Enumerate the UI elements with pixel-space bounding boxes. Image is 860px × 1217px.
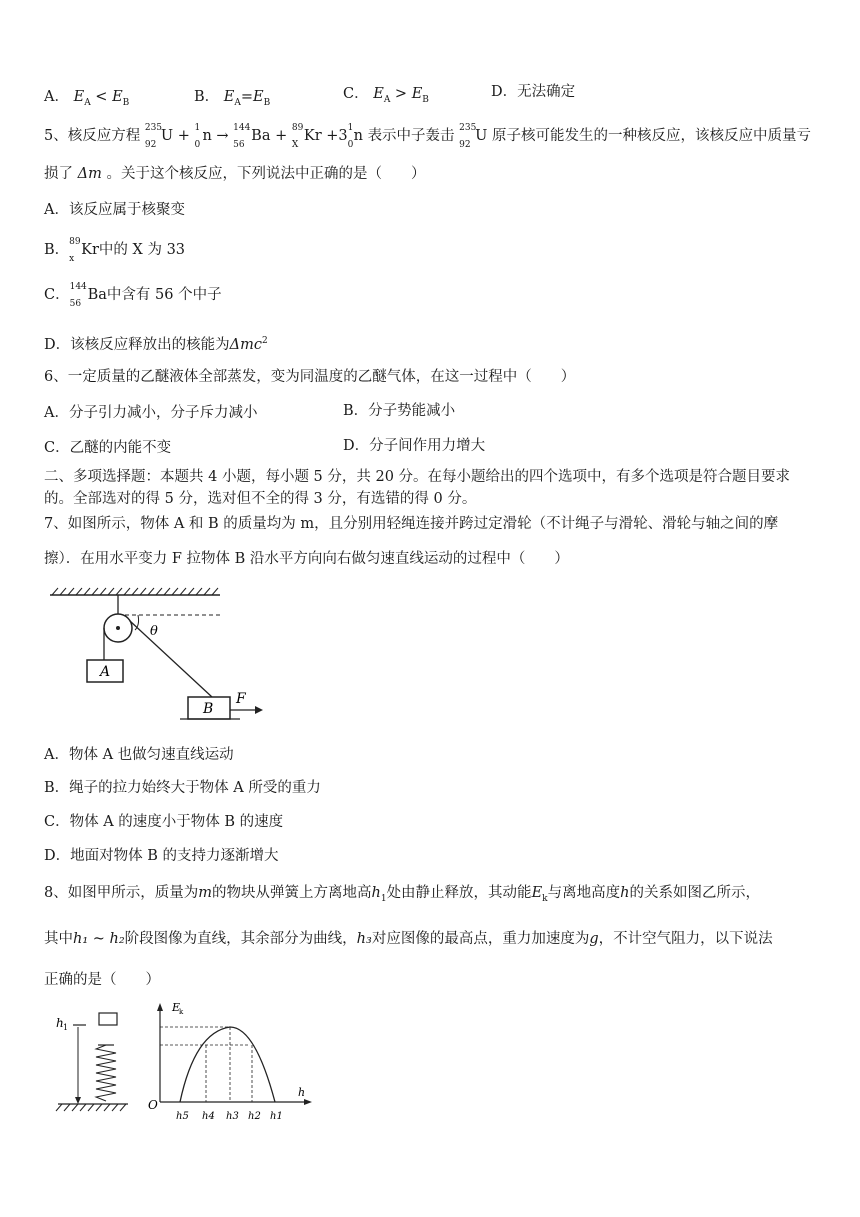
stem-text: 。关于这个核反应，下列说法中正确的是（ ） bbox=[106, 166, 426, 182]
ek-axis-label: E bbox=[172, 1001, 181, 1014]
math-var: E bbox=[253, 89, 264, 105]
stem-text: 其中 bbox=[44, 931, 73, 947]
q8-stem-line3: 正确的是（ ） bbox=[44, 972, 160, 988]
h1-sub: 1 bbox=[63, 1023, 69, 1032]
spring-coil bbox=[96, 1045, 116, 1101]
q7-option-a[interactable]: A．物体 A 也做匀速直线运动 bbox=[44, 747, 234, 763]
q7-pulley-figure bbox=[40, 585, 270, 730]
q4-option-d[interactable] bbox=[491, 82, 575, 102]
q7-stem-line2: 擦）．在用水平变力 F 拉物体 B 沿水平方向向右做匀速直线运动的过程中（ ） bbox=[44, 551, 569, 567]
q5-option-a[interactable]: A．该反应属于核聚变 bbox=[44, 202, 185, 218]
q7-option-d[interactable]: D．地面对物体 B 的支持力逐渐增大 bbox=[44, 848, 279, 864]
q8-spring-figure bbox=[48, 1005, 138, 1125]
floor-hatching bbox=[56, 1104, 126, 1111]
q7-option-c[interactable]: C．物体 A 的速度小于物体 B 的速度 bbox=[44, 814, 284, 830]
math-exp: 2 bbox=[261, 336, 268, 346]
option-text: 无法确定 bbox=[517, 84, 576, 100]
tick-h1: h1 bbox=[270, 1111, 283, 1122]
math-var: Δm bbox=[77, 166, 102, 182]
h-axis-label: h bbox=[298, 1086, 306, 1099]
tick-h5: h5 bbox=[176, 1111, 189, 1122]
section2-header-line2: 的。全部选对的得 5 分，选对但不全的得 3 分，有选错的得 0 分。 bbox=[44, 491, 477, 507]
nuclide-kr: 89 x Kr bbox=[69, 237, 99, 264]
q4-option-b[interactable] bbox=[194, 87, 270, 113]
nuclide-u235: 235 92 U bbox=[144, 123, 174, 150]
falling-block bbox=[99, 1013, 117, 1025]
nuclide-ba144: 144 56 Ba bbox=[233, 123, 271, 150]
math-var: E bbox=[73, 89, 85, 105]
option-label: C． bbox=[44, 287, 70, 303]
stem-text: 对应图像的最高点，重力加速度为 bbox=[371, 931, 590, 947]
math-var: E bbox=[112, 89, 123, 105]
ek-axis-sub: k bbox=[179, 1008, 184, 1016]
block-a-label: A bbox=[100, 664, 111, 680]
option-text: 中含有 56 个中子 bbox=[106, 287, 222, 303]
q7-stem-line1: 7、如图所示，物体 A 和 B 的质量均为 m，且分别用轻绳连接并跨过定滑轮（不计绳子与滑轮、滑轮与轴之间的摩 bbox=[44, 516, 779, 532]
x-axis-arrowhead bbox=[304, 1099, 312, 1105]
option-label: B． bbox=[194, 89, 220, 105]
option-label: B． bbox=[44, 242, 70, 258]
stem-text: 原子核可能发生的一种核反应，该核反应中质量亏 bbox=[492, 128, 812, 144]
h-tick-labels bbox=[176, 1111, 283, 1122]
tick-h2: h2 bbox=[248, 1111, 261, 1122]
math-op: + bbox=[275, 128, 288, 144]
q4-option-c[interactable] bbox=[343, 84, 429, 110]
force-arrowhead bbox=[255, 706, 263, 714]
nuclide-u235-2: 235 92 U bbox=[459, 123, 488, 150]
math-op: +3 bbox=[326, 128, 348, 144]
q8-stem-line2 bbox=[44, 929, 773, 949]
pulley-hub bbox=[116, 626, 120, 630]
math-var: g bbox=[589, 931, 599, 947]
math-sub: A bbox=[383, 94, 391, 105]
math-sub: B bbox=[422, 94, 429, 105]
q6-stem: 6、一定质量的乙醚液体全部蒸发，变为同温度的乙醚气体，在这一过程中（ ） bbox=[44, 369, 576, 385]
q6-option-c[interactable]: C．乙醚的内能不变 bbox=[44, 440, 172, 456]
option-label: C． bbox=[343, 86, 369, 102]
q5-stem-line1 bbox=[44, 123, 812, 150]
option-label: D． bbox=[491, 84, 518, 100]
q6-option-d[interactable]: D．分子间作用力增大 bbox=[343, 438, 486, 454]
q7-option-b[interactable]: B．绳子的拉力始终大于物体 A 所受的重力 bbox=[44, 780, 321, 796]
math-var: h₃ bbox=[356, 931, 372, 947]
math-var: E bbox=[411, 86, 423, 102]
math-op: < bbox=[95, 89, 108, 105]
theta-label: θ bbox=[150, 624, 158, 639]
option-text: 中的 X 为 33 bbox=[98, 242, 186, 258]
stem-text: 与离地高度 bbox=[547, 885, 621, 901]
stem-text: 表示中子轰击 bbox=[367, 128, 455, 144]
q5-option-c[interactable] bbox=[44, 282, 222, 309]
origin-label: O bbox=[148, 1098, 158, 1112]
math-op: > bbox=[394, 86, 408, 102]
math-var: E bbox=[373, 86, 384, 102]
option-label: A． bbox=[44, 89, 69, 105]
rope-to-b bbox=[130, 621, 212, 697]
ek-curve bbox=[180, 1027, 275, 1102]
math-sub: k bbox=[542, 893, 548, 904]
math-var: E bbox=[531, 885, 543, 901]
nuclide-kr89: 89 X Kr bbox=[291, 123, 322, 150]
math-var: E bbox=[223, 89, 235, 105]
stem-text: 的关系如图乙所示， bbox=[629, 885, 760, 901]
math-sub: A bbox=[234, 97, 241, 108]
math-var: h₁ ~ h₂ bbox=[73, 931, 125, 947]
stem-text: 的物块从弹簧上方离地高 bbox=[211, 885, 372, 901]
tick-h4: h4 bbox=[202, 1111, 215, 1122]
nuclide-n: 1 0 n bbox=[194, 123, 212, 150]
q5-stem-line2 bbox=[44, 164, 425, 184]
math-formula: Δmc bbox=[229, 336, 262, 353]
q8-ek-graph bbox=[140, 997, 320, 1132]
math-var: m bbox=[198, 885, 212, 901]
stem-text: ，不计空气阻力，以下说法 bbox=[598, 931, 773, 947]
block-b-label: B bbox=[203, 701, 214, 717]
section2-header-line1: 二、多项选择题：本题共 4 小题，每小题 5 分，共 20 分。在每小题给出的四个选项中，有多个选项是符合题目要求 bbox=[44, 469, 791, 485]
stem-text: 5、核反应方程 bbox=[44, 128, 141, 144]
nuclide-n2: 1 0 n bbox=[347, 123, 363, 150]
math-sub: B bbox=[122, 97, 130, 108]
math-op: = bbox=[240, 89, 254, 105]
option-text: D．该核反应释放出的核能为 bbox=[44, 336, 230, 353]
stem-text: 阶段图像为直线，其余部分为曲线， bbox=[124, 931, 357, 947]
tick-h3: h3 bbox=[226, 1111, 239, 1122]
nuclide-ba: 144 56 Ba bbox=[69, 282, 107, 309]
height-arrowhead bbox=[75, 1097, 81, 1104]
math-sub: 1 bbox=[380, 893, 387, 904]
q6-option-b[interactable]: B．分子势能减小 bbox=[343, 403, 456, 419]
math-var: h bbox=[371, 885, 381, 901]
stem-text: 处由静止释放，其动能 bbox=[386, 885, 532, 901]
force-label: F bbox=[236, 691, 246, 707]
q4-option-a[interactable] bbox=[44, 87, 129, 113]
ceiling-hatching bbox=[52, 588, 218, 595]
stem-text: 损了 bbox=[44, 166, 73, 182]
math-sub: B bbox=[263, 97, 271, 108]
q6-option-a[interactable]: A．分子引力减小，分子斥力减小 bbox=[44, 405, 258, 421]
q8-stem-line1 bbox=[44, 883, 760, 909]
y-axis-arrowhead bbox=[157, 1003, 163, 1011]
math-var: h bbox=[620, 885, 630, 901]
reaction-arrow: → bbox=[216, 128, 229, 144]
h1-label: h bbox=[56, 1016, 64, 1030]
q5-option-d[interactable] bbox=[44, 331, 268, 355]
math-op: + bbox=[177, 128, 190, 144]
stem-text: 8、如图甲所示，质量为 bbox=[44, 885, 199, 901]
math-sub: A bbox=[84, 97, 91, 108]
q5-option-b[interactable] bbox=[44, 237, 186, 264]
